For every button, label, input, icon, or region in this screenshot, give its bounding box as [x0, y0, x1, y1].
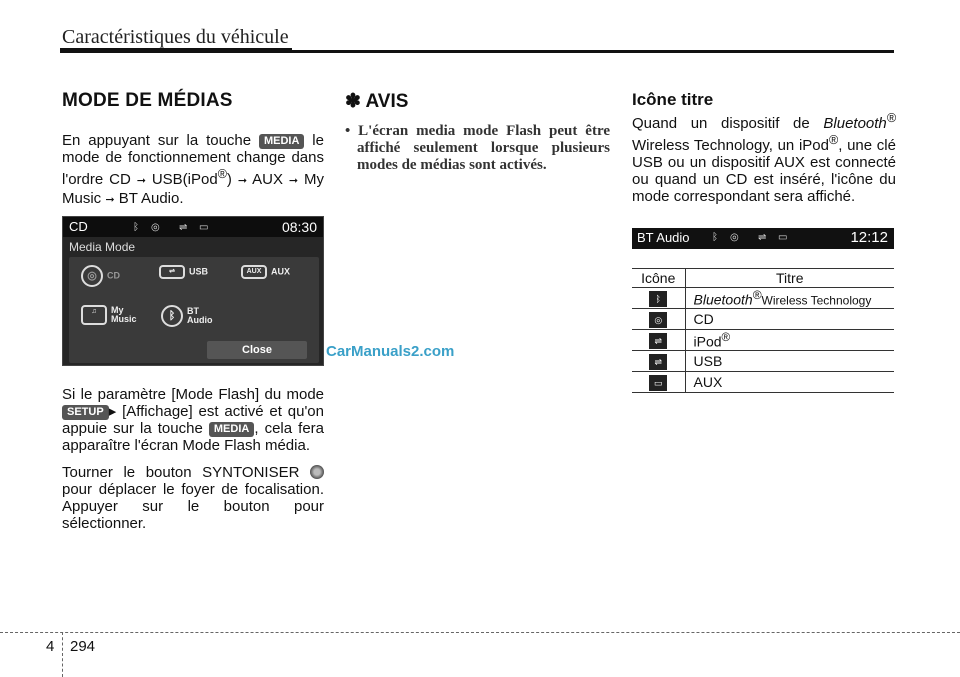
registered-mark: ®	[886, 111, 896, 125]
media-option-label: BT	[187, 306, 199, 316]
column-icon-title	[632, 90, 896, 205]
usb-icon: ⇌	[179, 222, 188, 233]
media-mode-paragraph	[62, 132, 324, 209]
media-option-label: CD	[107, 270, 120, 281]
aux-icon: ▭	[778, 232, 788, 243]
text-run: pour déplacer le foyer de focalisation. Appuyer sur le bouton pour sélectionner.	[62, 481, 324, 532]
table-cell-text: Wireless Technology	[761, 293, 872, 308]
text-run: Tourner le bouton SYNTONISER	[62, 464, 310, 481]
notice-item: • L'écran media mode Flash peut être affiché seulement lorsque plusieurs modes de médias sont activés.	[345, 123, 610, 173]
table-row	[632, 330, 894, 351]
media-option-my-music[interactable]	[81, 305, 137, 325]
table-row	[632, 309, 894, 330]
disc-icon: ◎	[730, 232, 739, 243]
text-run: [Affichage] est activé et qu'on appuie sur la touche	[62, 403, 324, 437]
tune-knob-icon	[310, 465, 324, 479]
column-media-mode	[62, 90, 324, 209]
text-run: , une clé USB ou un dispositif AUX est connecté ou quand un CD est inséré, l'icône du mode correspondant sera affiché.	[632, 137, 896, 205]
text-run: Wireless Technology, un iPod	[632, 137, 829, 154]
arrow-icon: ➞	[237, 175, 248, 187]
media-option-label: AUX	[271, 266, 291, 277]
table-row	[632, 288, 894, 309]
disc-icon: ◎	[649, 312, 667, 328]
media-option-usb[interactable]	[159, 265, 208, 279]
tune-knob-paragraph	[62, 464, 324, 532]
close-button[interactable]: Close	[207, 341, 307, 359]
table-header-row	[632, 269, 894, 288]
arrow-icon: ➞	[136, 175, 146, 187]
table-cell-text: USB	[685, 351, 894, 372]
setup-key-badge: SETUP	[62, 405, 109, 420]
media-option-cd[interactable]	[81, 265, 120, 287]
media-mode-screen-illustration	[62, 216, 324, 366]
text-run: AUX	[247, 171, 289, 188]
media-option-label: USB	[189, 266, 209, 277]
notice-list	[345, 123, 610, 174]
column-media-mode-continued	[62, 386, 324, 532]
chevron-right-icon: ▸	[108, 403, 117, 420]
aux-icon: ▭	[649, 375, 667, 391]
media-key-badge: MEDIA	[259, 134, 304, 149]
icon-title-table	[632, 268, 894, 393]
media-key-badge: MEDIA	[209, 422, 254, 437]
disc-icon: ◎	[151, 222, 160, 233]
section-heading-media-mode: MODE DE MÉDIAS	[62, 90, 233, 111]
media-options-panel	[69, 257, 319, 363]
chapter-number: 4	[46, 638, 55, 655]
bluetooth-icon: ᛒ	[649, 291, 667, 307]
text-run: BT Audio.	[114, 190, 184, 207]
media-option-aux[interactable]	[241, 265, 290, 279]
usb-icon: ⇌	[159, 265, 185, 279]
text-run: le mode de fonctionnement change dans l'ordre CD	[62, 132, 324, 188]
section-heading-icon-title: Icône titre	[632, 90, 714, 109]
bluetooth-icon: ᛒ	[712, 232, 718, 243]
column-avis	[345, 90, 610, 174]
media-option-label: Music	[111, 314, 137, 324]
icon-title-paragraph	[632, 110, 896, 205]
cd-icon: ◎	[81, 265, 103, 287]
page-number: 294	[70, 638, 96, 655]
table-cell-text: iPod	[693, 333, 722, 350]
screen-source-label: CD	[69, 219, 88, 234]
text-run: My Music	[62, 171, 324, 207]
text-run: USB(iPod	[145, 171, 218, 188]
footer-divider	[62, 632, 63, 677]
header-rule	[60, 50, 894, 53]
watermark-text: CarManuals2.com	[326, 343, 455, 360]
text-run: Si le paramètre [Mode Flash] du mode	[62, 386, 324, 403]
screen-status-bar	[63, 217, 323, 237]
table-cell-text: AUX	[685, 372, 894, 393]
column-header-icon: Icône	[632, 269, 685, 288]
text-run: , cela fera apparaître l'écran Mode Flash média.	[62, 420, 324, 454]
usb-icon: ⇌	[649, 354, 667, 370]
column-header-title: Titre	[685, 269, 894, 288]
table-row	[632, 351, 894, 372]
registered-mark: ®	[828, 133, 839, 147]
table-cell-text: Bluetooth	[693, 291, 753, 308]
registered-mark: ®	[721, 330, 731, 344]
bt-audio-clock: 12:12	[850, 229, 888, 246]
bt-audio-title: BT Audio	[637, 230, 690, 245]
screen-title: Media Mode	[69, 240, 136, 254]
arrow-icon: ➞	[105, 194, 115, 206]
media-option-bt-audio[interactable]	[161, 305, 213, 327]
bluetooth-icon: ᛒ	[133, 222, 139, 233]
text-run: En appuyant sur la touche	[62, 132, 259, 149]
registered-mark: ®	[752, 288, 762, 303]
footer-rule	[0, 632, 960, 633]
media-option-label: Audio	[187, 315, 213, 325]
screen-clock: 08:30	[281, 219, 317, 235]
bluetooth-icon: ᛒ	[161, 305, 183, 327]
flash-mode-paragraph	[62, 386, 324, 454]
arrow-icon: ➞	[288, 175, 299, 187]
text-run: Bluetooth	[823, 115, 887, 132]
notice-heading: ✽ AVIS	[345, 91, 409, 112]
registered-mark: ®	[217, 167, 227, 181]
table-cell-text: CD	[685, 309, 894, 330]
text-run: Quand un dispositif de	[632, 115, 824, 132]
usb-icon: ⇌	[758, 232, 767, 243]
aux-icon: AUX	[241, 265, 267, 279]
folder-icon: ♫	[81, 305, 107, 325]
text-run: )	[226, 171, 238, 188]
ipod-icon: ⇌	[649, 333, 667, 349]
media-option-label: My	[111, 305, 124, 315]
running-header: Caractéristiques du véhicule	[62, 26, 289, 48]
aux-icon: ▭	[199, 222, 209, 233]
bt-audio-status-bar	[632, 228, 894, 249]
table-row	[632, 372, 894, 393]
